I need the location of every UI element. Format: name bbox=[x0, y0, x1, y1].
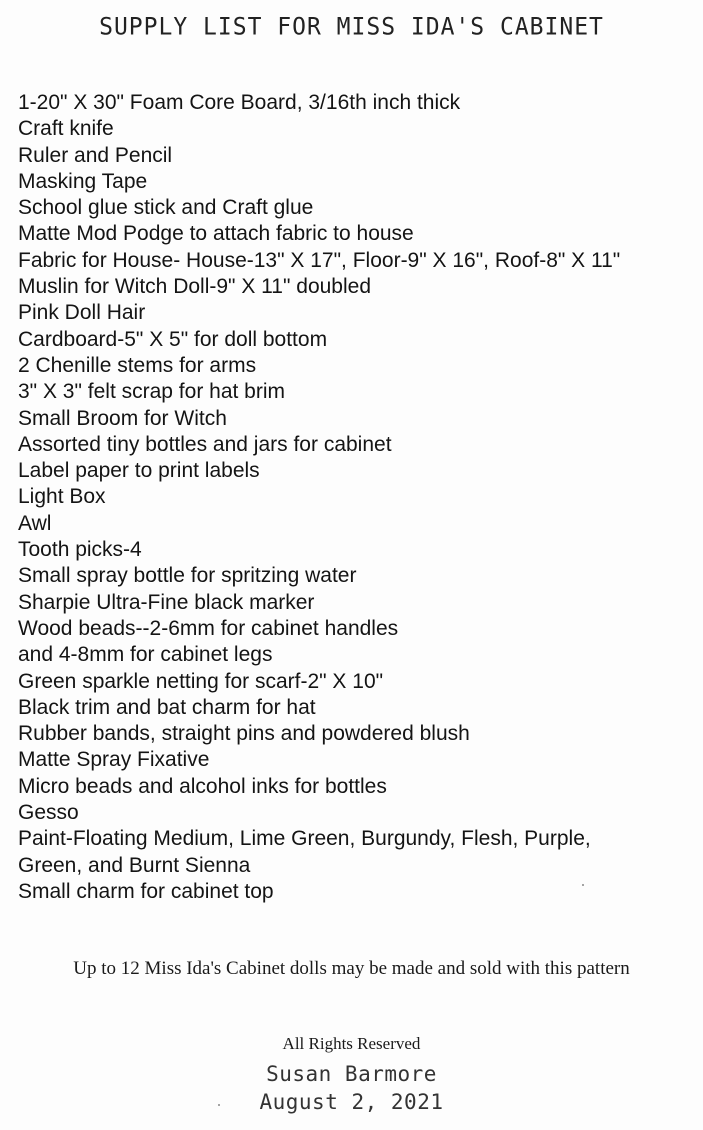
document-title: SUPPLY LIST FOR MISS IDA'S CABINET bbox=[99, 13, 604, 41]
supply-item: Craft knife bbox=[18, 117, 114, 141]
supply-list bbox=[18, 90, 698, 905]
supply-item: Micro beads and alcohol inks for bottles bbox=[18, 774, 387, 798]
supply-item: Pink Doll Hair bbox=[18, 301, 146, 325]
author-name: Susan Barmore bbox=[266, 1062, 437, 1086]
supply-item: Matte Spray Fixative bbox=[18, 748, 210, 772]
supply-item: School glue stick and Craft glue bbox=[18, 196, 314, 220]
supply-item: Muslin for Witch Doll-9" X 11" doubled bbox=[18, 275, 372, 299]
supply-item: Fabric for House- House-13" X 17", Floor-9" X 16", Roof-8" X 11" bbox=[18, 248, 621, 272]
supply-item: Light Box bbox=[18, 485, 106, 509]
supply-item: Awl bbox=[18, 511, 52, 535]
usage-notice: Up to 12 Miss Ida's Cabinet dolls may be made and sold with this pattern bbox=[73, 958, 630, 979]
supply-item: Paint-Floating Medium, Lime Green, Burgundy, Flesh, Purple, bbox=[18, 827, 591, 851]
supply-item: Green, and Burnt Sienna bbox=[18, 853, 251, 877]
supply-item: Assorted tiny bottles and jars for cabinet bbox=[18, 432, 392, 456]
supply-item: Small spray bottle for spritzing water bbox=[18, 564, 357, 588]
supply-item: Ruler and Pencil bbox=[18, 143, 173, 167]
supply-item: 2 Chenille stems for arms bbox=[18, 353, 257, 377]
scan-speck bbox=[582, 884, 584, 886]
supply-item: Rubber bands, straight pins and powdered blush bbox=[18, 722, 470, 746]
document-date: August 2, 2021 bbox=[259, 1090, 444, 1114]
supply-item: 1-20" X 30" Foam Core Board, 3/16th inch thick bbox=[18, 91, 461, 114]
supply-item: Small Broom for Witch bbox=[18, 406, 227, 430]
supply-item: Gesso bbox=[18, 801, 79, 825]
supply-item: Wood beads--2-6mm for cabinet handles bbox=[18, 616, 399, 640]
supply-item: Green sparkle netting for scarf-2" X 10" bbox=[18, 669, 384, 693]
supply-item: Small charm for cabinet top bbox=[18, 879, 274, 903]
signature-block bbox=[0, 1060, 703, 1116]
supply-item: Matte Mod Podge to attach fabric to house bbox=[18, 222, 414, 246]
rights-notice: All Rights Reserved bbox=[282, 1034, 421, 1053]
supply-item: Tooth picks-4 bbox=[18, 538, 142, 562]
supply-item: Label paper to print labels bbox=[18, 459, 260, 483]
supply-item: 3" X 3" felt scrap for hat brim bbox=[18, 380, 286, 404]
supply-item: Cardboard-5" X 5" for doll bottom bbox=[18, 327, 328, 351]
supply-item: Sharpie Ultra-Fine black marker bbox=[18, 590, 315, 614]
supply-item: Black trim and bat charm for hat bbox=[18, 695, 316, 719]
scan-speck bbox=[218, 1104, 220, 1106]
supply-item: Masking Tape bbox=[18, 169, 148, 193]
supply-item: and 4-8mm for cabinet legs bbox=[18, 643, 273, 667]
